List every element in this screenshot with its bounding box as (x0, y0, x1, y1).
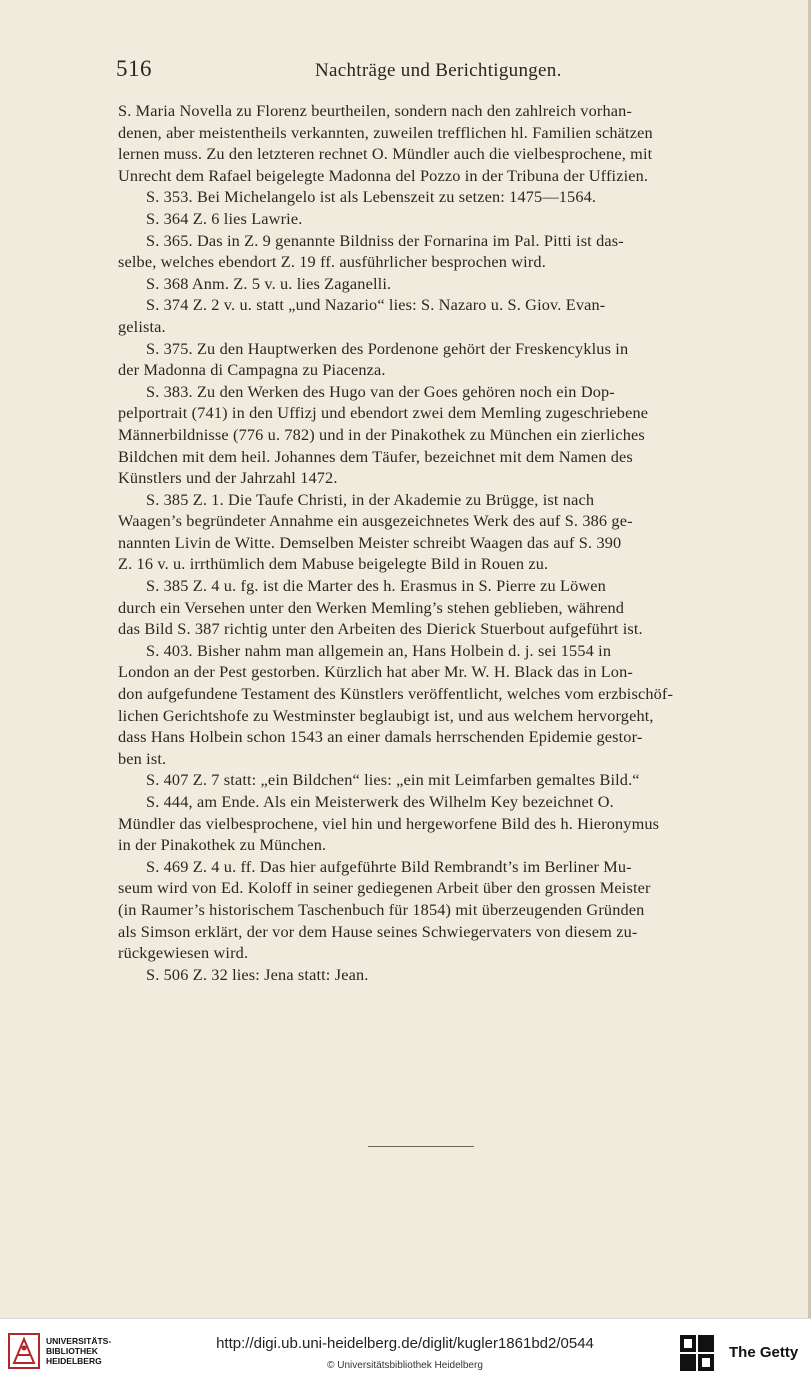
text-line: S. 374 Z. 2 v. u. statt „und Nazario“ lies: S. Nazaro u. S. Giov. Evan- (146, 295, 606, 315)
text-line: Waagen’s begründeter Annahme ein ausgezeichnetes Werk des auf S. 386 ge- (118, 511, 633, 531)
text-line: ben ist. (118, 748, 167, 768)
text-line: S. Maria Novella zu Florenz beurtheilen, sondern nach den zahlreich vorhan- (118, 101, 632, 120)
text-line: dass Hans Holbein schon 1543 an einer damals herrschenden Epidemie gestor- (118, 727, 643, 747)
text-line: Unrecht dem Rafael beigelegte Madonna del Pozzo in der Tribuna der Uffizien. (118, 165, 649, 185)
heidelberg-seal-icon (8, 1333, 40, 1369)
text-line: seum wird von Ed. Koloff in seiner gediegenen Arbeit über den grossen Meister (118, 878, 651, 898)
text-line: Bildchen mit dem heil. Johannes dem Täufer, bezeichnet mit dem Namen des (118, 446, 633, 466)
getty-name[interactable]: The Getty (729, 1344, 799, 1361)
text-line: in der Pinakothek zu München. (118, 835, 327, 855)
university-name-line2: BIBLIOTHEK (46, 1346, 98, 1356)
text-line: Künstlers und der Jahrzahl 1472. (118, 468, 338, 488)
text-line: S. 407 Z. 7 statt: „ein Bildchen“ lies: „ein mit Leimfarben gemaltes Bild.“ (146, 770, 640, 790)
text-line: S. 506 Z. 32 lies: Jena statt: Jean. (146, 964, 369, 984)
university-name (46, 1336, 111, 1366)
end-rule (368, 1146, 474, 1147)
text-line: S. 385 Z. 4 u. fg. ist die Marter des h. Erasmus in S. Pierre zu Löwen (146, 576, 606, 596)
text-line: (in Raumer’s historischem Taschenbuch für 1854) mit überzeugenden Gründen (118, 899, 645, 919)
text-line: lichen Gerichtshofe zu Westminster beglaubigt ist, und aus welchem hervorgeht, (118, 705, 654, 725)
text-line: als Simson erklärt, der vor dem Hause seines Schwiegervaters von diesem zu- (118, 921, 638, 941)
page-header (110, 56, 770, 90)
text-line: Mündler das vielbesprochene, viel hin und hergeworfene Bild des h. Hieronymus (118, 813, 660, 833)
text-line: durch ein Versehen unter den Werken Memling’s stehen geblieben, während (118, 597, 625, 617)
text-line: das Bild S. 387 richtig unter den Arbeiten des Dierick Stuerbout aufgeführt ist. (118, 619, 643, 639)
text-line: S. 385 Z. 1. Die Taufe Christi, in der Akademie zu Brügge, ist nach (146, 489, 595, 509)
running-title: Nachträge und Berichtigungen. (315, 60, 562, 81)
text-line: S. 403. Bisher nahm man allgemein an, Hans Holbein d. j. sei 1554 in (146, 640, 612, 660)
text-line: S. 469 Z. 4 u. ff. Das hier aufgeführte Bild Rembrandt’s im Berliner Mu- (146, 856, 632, 876)
footer-bar (0, 1318, 811, 1382)
permalink-url[interactable]: http://digi.ub.uni-heidelberg.de/diglit/kugler1861bd2/0544 (216, 1335, 594, 1352)
text-line: don aufgefundene Testament des Künstlers veröffentlicht, welches vom erzbischöf- (118, 684, 674, 704)
text-line: denen, aber meistentheils verkannten, zuweilen trefflichen hl. Familien schätzen (118, 122, 653, 142)
copyright-notice: © Universitätsbibliothek Heidelberg (327, 1360, 483, 1371)
text-line: lernen muss. Zu den letzteren rechnet O. Mündler auch die vielbesprochene, mit (118, 144, 653, 164)
university-name-line1: UNIVERSITÄTS- (46, 1336, 112, 1346)
text-line: Z. 16 v. u. irrthümlich dem Mabuse beigelegte Bild in Rouen zu. (118, 554, 549, 574)
text-line: S. 383. Zu den Werken des Hugo van der Goes gehören noch ein Dop- (146, 381, 615, 401)
text-line: S. 444, am Ende. Als ein Meisterwerk des Wilhelm Key bezeichnet O. (146, 792, 614, 811)
text-line: S. 368 Anm. Z. 5 v. u. lies Zaganelli. (146, 273, 392, 293)
text-line: pelportrait (741) in den Uffizj und ebendort zwei dem Memling zugeschriebene (118, 403, 649, 423)
text-line: S. 364 Z. 6 lies Lawrie. (146, 208, 303, 228)
university-name-line3: HEIDELBERG (46, 1356, 102, 1366)
text-line: S. 365. Das in Z. 9 genannte Bildniss der Fornarina im Pal. Pitti ist das- (146, 230, 624, 250)
text-line: Männerbildnisse (776 u. 782) und in der Pinakothek zu München ein zierliches (118, 424, 645, 444)
text-line: selbe, welches ebendort Z. 19 ff. ausführlicher besprochen wird. (118, 252, 546, 272)
text-line: S. 375. Zu den Hauptwerken des Pordenone gehört der Freskencyklus in (146, 338, 629, 358)
text-line: S. 353. Bei Michelangelo ist als Lebenszeit zu setzen: 1475—1564. (146, 187, 597, 207)
university-logo[interactable] (8, 1333, 112, 1373)
body-text (116, 100, 766, 985)
text-line: der Madonna di Campagna zu Piacenza. (118, 360, 386, 380)
getty-logo-icon[interactable] (680, 1335, 714, 1371)
text-line: London an der Pest gestorben. Kürzlich hat aber Mr. W. H. Black das in Lon- (118, 662, 633, 682)
text-line: gelista. (118, 316, 166, 336)
page-number: 516 (116, 56, 152, 81)
text-line: nannten Livin de Witte. Demselben Meister schreibt Waagen das auf S. 390 (118, 532, 622, 552)
text-line: rückgewiesen wird. (118, 943, 249, 963)
